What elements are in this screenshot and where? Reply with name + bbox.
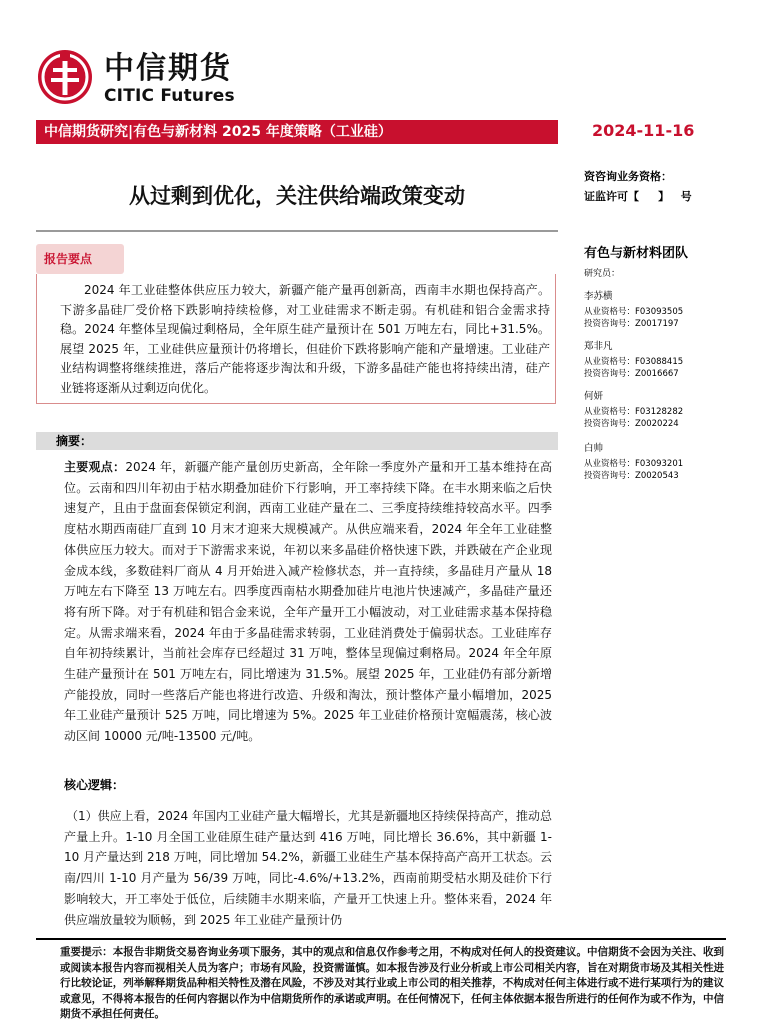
analyst-license: 从业资格号：F03093505 <box>584 306 684 317</box>
analyst-name: 郑非凡 <box>584 341 613 352</box>
analyst-consult-id: 投资咨询号：Z0017197 <box>584 319 679 329</box>
citic-logo-icon <box>36 48 94 106</box>
report-series: 中信期货研究|有色与新材料 2025 年度策略（工业硅） <box>44 124 392 140</box>
qualification-line-1: 资咨询业务资格： <box>584 170 672 183</box>
abstract-text: 2024 年，新疆产能产量创历史新高，全年除一季度外产量和开工基本维持在高位。云南和四川年初由于枯水期叠加硅价下行影响，开工率持续下降。在丰水期来临之后快速复产，且由于盘面套保锁定利润，西南工业硅产量在二、三季度持续维持较高水平。四季度枯水期西南硅厂直到 10 月末才迎来大规模减产。从供应端来看，2024 年全年工业硅整体供应压力较大。而对于下游需求来说，年初以来多晶硅价格快速下跌，并跌破在产企业现金成本线，多数硅料厂商从 4 月开始进入减产检修状态，并一直持续，多晶硅月产量从 18 万吨左右下降至 13 万吨左右。四季度西南枯水期叠加硅片电池片快速减产，多晶硅产量还将有所下降。对于有机硅和铝合金来说，全年产量开工小幅波动，对工业硅需求基本保持稳定。从需求端来看，2024 年由于多晶硅需求转弱，工业硅消费处于偏弱状态。工业硅库存自年初持续累计，当前社会库存已经超过 31 万吨，整体呈现偏过剩格局。2024 年全年原生硅产量预计在 501 万吨左右，同比增速为 31.5%。展望 2025 年，工业硅仍有部分新增产能投放，同时一些落后产能也将进行改造、升级和淘汰，预计整体产量小幅增加，2025 年工业硅产量预计 525 万吨，同比增速为 5%。2025 年工业硅价格预计宽幅震荡，核心波动区间 10000 元/吨-13500 元/吨。 <box>64 460 552 744</box>
brand-name-en: CITIC Futures <box>104 86 235 106</box>
analyst-name: 何妍 <box>584 391 604 402</box>
analyst-card <box>584 391 683 431</box>
disclaimer-text: 重要提示：本报告非期货交易咨询业务项下服务，其中的观点和信息仅作参考之用，不构成对任何人的投资建议。中信期货不会因为关注、收到或阅读本报告内容而视相关人员为客户；市场有风险，投资需谨慎。如本报告涉及行业分析或上市公司相关内容，旨在对期货市场及其相关性进行比较论证，列举解释期货品种相关特性及潜在风险，不涉及对其行业或上市公司的相关推荐，不构成对任何主体进行或不进行某项行为的建议或意见，不得将本报告的任何内容据以作为中信期货所作的承诺或声明。在任何情况下，任何主体依据本报告所进行的任何作为或不作为，中信期货不承担任何责任。 <box>60 946 724 1020</box>
analyst-consult-id: 投资咨询号：Z0020224 <box>584 419 679 429</box>
qualification-line-2: 证监许可【 】 号 <box>584 190 692 203</box>
analyst-license: 从业资格号：F03088415 <box>584 356 684 367</box>
core-logic-text: （1）供应上看，2024 年国内工业硅产量大幅增长，尤其是新疆地区持续保持高产，推动总产量上升。1-10 月全国工业硅原生硅产量达到 416 万吨，同比增长 36.6%，其中新疆 1-10 月产量达到 218 万吨，同比增加 54.2%，新疆工业硅生产基本保持高产高开工状态。云南/四川 1-10 月产量为 56/39 万吨，同比-4.6%/+13.2%，西南前期受枯水期及硅价下行影响较大，开工率处于低位，后续随丰水期来临，产量开工快速上升。整体来看，2024 年供应端放量较为顺畅，到 2025 年工业硅产量预计仍 <box>64 809 552 927</box>
key-points-text: 2024 年工业硅整体供应压力较大，新疆产能产量再创新高，西南丰水期也保持高产。下游多晶硅厂受价格下跌影响持续检修，对工业硅需求不断走弱。有机硅和铝合金需求持稳。2024 年整体呈现偏过剩格局，全年原生硅产量预计在 501 万吨左右，同比+31.5%。展望 2025 年，工业硅供应量预计仍将增长，但硅价下跌将影响产能和产量增速。工业硅产业结构调整将继续推进，落后产能将逐步淘汰和升级，下游多晶硅产能也将持续出清，硅产业链将逐渐从过剩迈向优化。 <box>60 283 550 395</box>
brand-name-cn: 中信期货 <box>104 51 232 86</box>
analyst-license: 从业资格号：F03128282 <box>584 406 684 417</box>
abstract-title: 摘要： <box>56 434 93 448</box>
key-points-label: 报告要点 <box>44 252 93 266</box>
analyst-consult-id: 投资咨询号：Z0016667 <box>584 369 679 379</box>
analyst-name: 白帅 <box>584 443 604 454</box>
footer-divider <box>36 938 726 940</box>
abstract-lead: 主要观点： <box>64 460 126 474</box>
analyst-card <box>584 443 683 483</box>
core-logic-title: 核心逻辑： <box>64 778 125 792</box>
analyst-license: 从业资格号：F03093201 <box>584 458 684 469</box>
analyst-card <box>584 291 683 331</box>
report-title: 从过剩到优化，关注供给端政策变动 <box>129 184 465 208</box>
team-name: 有色与新材料团队 <box>584 246 689 261</box>
analyst-name: 李苏横 <box>584 291 613 302</box>
analyst-card <box>584 341 683 381</box>
analyst-consult-id: 投资咨询号：Z0020543 <box>584 471 679 481</box>
title-divider <box>36 230 558 232</box>
report-date: 2024-11-16 <box>592 121 695 140</box>
abstract-body <box>64 457 552 747</box>
abstract-header-bar <box>36 432 558 450</box>
researchers-label: 研究员： <box>584 269 621 279</box>
